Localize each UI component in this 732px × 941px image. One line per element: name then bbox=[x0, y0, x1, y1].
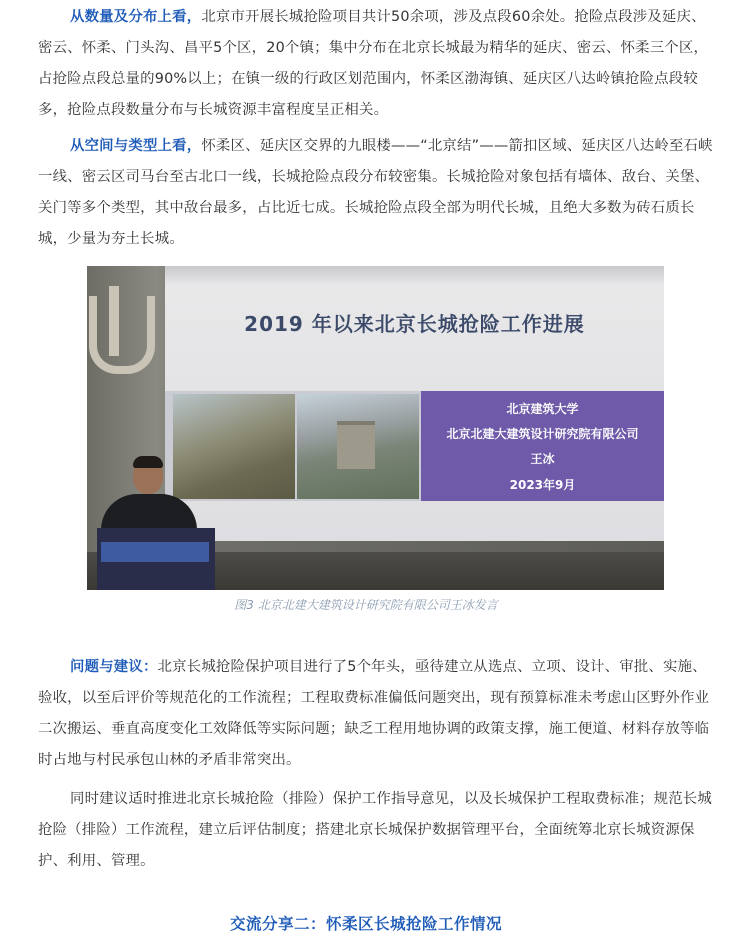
slide-date: 2023年9月 bbox=[509, 478, 576, 492]
university-logo-bar bbox=[109, 286, 119, 356]
paragraph-lead: 问题与建议： bbox=[70, 659, 158, 675]
paragraph-quantity-distribution bbox=[38, 2, 718, 126]
section-heading: 交流分享二：怀柔区长城抢险工作情况 bbox=[229, 915, 502, 933]
slide-org-1: 北京建筑大学 bbox=[506, 402, 579, 416]
paragraph-lead: 从数量及分布上看， bbox=[70, 9, 202, 25]
watchtower-shape bbox=[337, 421, 375, 469]
slide-title: 2019 年以来北京长城抢险工作进展 bbox=[244, 312, 585, 336]
paragraph-space-type bbox=[38, 131, 718, 255]
paragraph-lead: 从空间与类型上看， bbox=[70, 138, 202, 154]
slide-org-2: 北京北建大建筑设计研究院有限公司 bbox=[446, 427, 639, 441]
projection-screen bbox=[165, 266, 664, 541]
speaker-hair bbox=[133, 456, 163, 468]
conference-photo bbox=[87, 266, 664, 590]
paragraph-recommendations bbox=[38, 784, 718, 877]
photo-caption: 图3 北京北建大建筑设计研究院有限公司王冰发言 bbox=[234, 598, 498, 612]
podium-sign bbox=[101, 542, 209, 562]
paragraph-text: 北京长城抢险保护项目进行了5个年头，亟待建立从选点、立项、设计、审批、实施、验收，以至后评价等规范化的工作流程；工程取费标准偏低问题突出，现有预算标准未考虑山区野外作业二次搬运、垂直高度变化工效降低等实际问题；缺乏工程用地协调的政策支撑，施工便道、材料存放等临时占地与村民承包山林的矛盾非常突出。 bbox=[38, 659, 710, 768]
screen-header bbox=[165, 266, 664, 284]
slide-speaker: 王冰 bbox=[530, 452, 555, 466]
paragraph-problems-suggestions bbox=[38, 652, 718, 776]
university-logo-icon bbox=[89, 296, 155, 374]
paragraph-text: 怀柔区、延庆区交界的九眼楼——“北京结”——箭扣区域、延庆区八达岭至石峡一线、密云区司马台至古北口一线，长城抢险点段分布较密集。长城抢险对象包括有墙体、敌台、关堡、关门等多个类型，其中敌台最多，占比近七成。长城抢险点段全部为明代长城，且绝大多数为砖石质长城，少量为夯土长城。 bbox=[38, 138, 713, 247]
great-wall-image-1 bbox=[173, 394, 295, 499]
paragraph-text: 同时建议适时推进北京长城抢险（排险）保护工作指导意见，以及长城保护工程取费标准；规范长城抢险（排险）工作流程，建立后评估制度；搭建北京长城保护数据管理平台，全面统筹北京长城资源保护、利用、管理。 bbox=[38, 791, 712, 869]
paragraph-text: 北京市开展长城抢险项目共计50余项，涉及点段60余处。抢险点段涉及延庆、密云、怀柔、门头沟、昌平5个区，20个镇；集中分布在北京长城最为精华的延庆、密云、怀柔三个区，占抢险点段总量的90%以上；在镇一级的行政区划范围内，怀柔区渤海镇、延庆区八达岭镇抢险点段较多，抢险点段数量分布与长城资源丰富程度呈正相关。 bbox=[38, 9, 709, 118]
